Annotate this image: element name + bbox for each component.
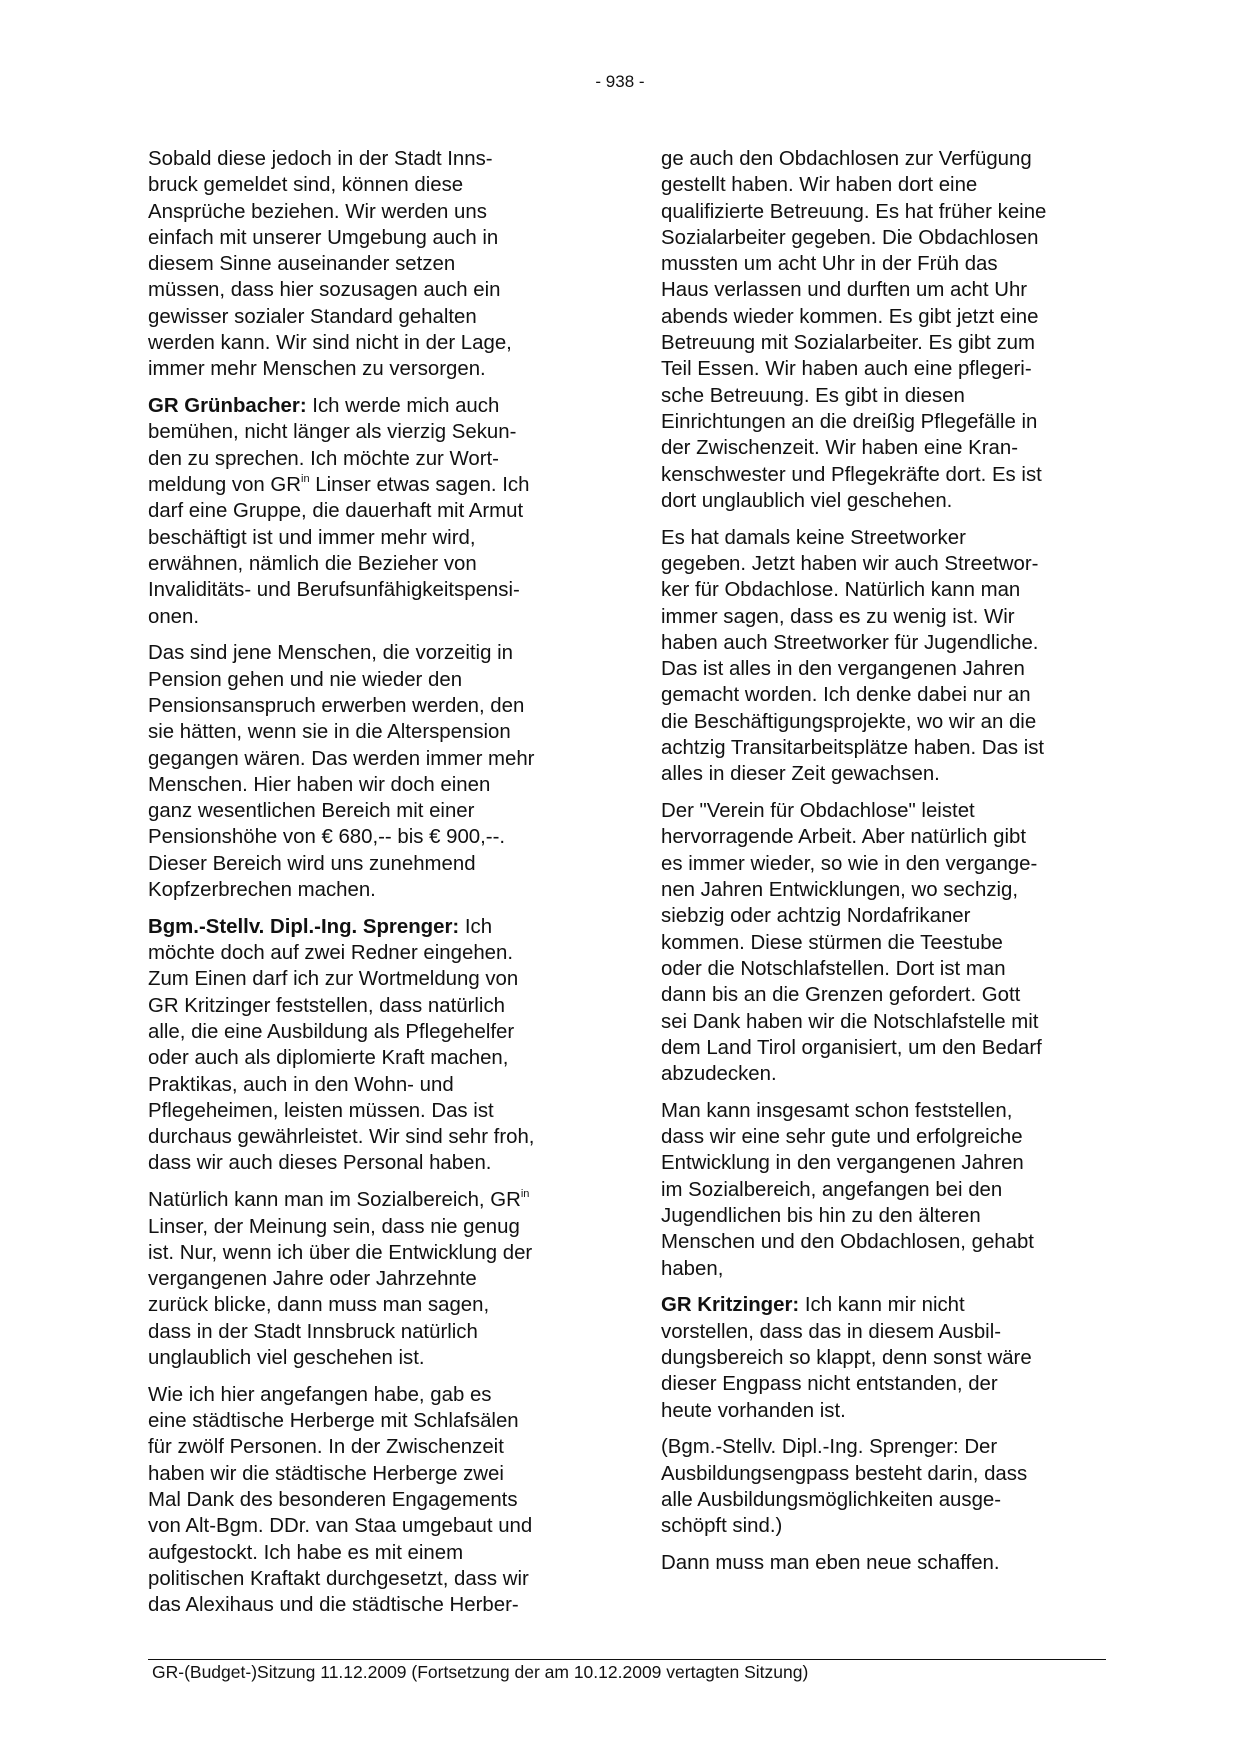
text-segment: Das sind jene Menschen, die vorzeitig in — [148, 642, 513, 665]
text-segment: achtzig Transitarbeitsplätze haben. Das ist — [661, 737, 1045, 760]
text-line — [661, 709, 1113, 735]
paragraph — [661, 525, 1113, 788]
text-line — [148, 146, 596, 172]
text-line — [661, 551, 1113, 577]
text-segment: Zum Einen darf ich zur Wortmeldung von — [148, 968, 519, 991]
text-line — [148, 1072, 596, 1098]
text-line — [661, 824, 1113, 850]
text-line — [661, 251, 1113, 277]
text-line — [661, 1035, 1113, 1061]
text-segment: heute vorhanden ist. — [661, 1399, 846, 1422]
footer-text: GR-(Budget-)Sitzung 11.12.2009 (Fortsetzung der am 10.12.2009 vertagten Sitzung) — [152, 1662, 809, 1682]
text-segment: sche Betreuung. Es gibt in diesen — [661, 384, 965, 407]
text-segment: Ausbildungsengpass besteht darin, dass — [661, 1462, 1028, 1485]
text-segment: Menschen und den Obdachlosen, gehabt — [661, 1231, 1034, 1254]
text-segment: dort unglaublich viel geschehen. — [661, 489, 953, 512]
text-segment: oder die Notschlafstellen. Dort ist man — [661, 957, 1006, 980]
text-segment: Ansprüche beziehen. Wir werden uns — [148, 200, 487, 223]
text-segment: eine städtische Herberge mit Schlafsälen — [148, 1410, 519, 1433]
text-segment: Menschen. Hier haben wir doch einen — [148, 773, 491, 796]
text-line — [148, 772, 596, 798]
paragraph — [148, 1382, 596, 1619]
text-line — [148, 1240, 596, 1266]
text-segment: kommen. Diese stürmen die Teestube — [661, 931, 1003, 954]
text-segment: gestellt haben. Wir haben dort eine — [661, 174, 978, 197]
text-segment: Jugendlichen bis hin zu den älteren — [661, 1205, 981, 1228]
text-segment: bruck gemeldet sind, können diese — [148, 174, 464, 197]
text-line — [661, 1461, 1113, 1487]
text-segment: Haus verlassen und durften um acht Uhr — [661, 279, 1028, 302]
text-line — [148, 851, 596, 877]
text-line — [148, 1214, 596, 1240]
text-segment: dass wir auch dieses Personal haben. — [148, 1152, 492, 1175]
text-line — [148, 1434, 596, 1460]
text-line — [148, 551, 596, 577]
text-line — [661, 1061, 1113, 1087]
text-line — [661, 1371, 1113, 1397]
text-line — [661, 435, 1113, 461]
superscript: in — [520, 1188, 530, 1201]
text-segment: zurück blicke, dann muss man sagen, — [148, 1294, 490, 1317]
text-segment: Mal Dank des besonderen Engagements — [148, 1489, 518, 1512]
text-segment: onen. — [148, 605, 200, 628]
text-line — [661, 1009, 1113, 1035]
text-line — [661, 1292, 1113, 1318]
text-segment: werden kann. Wir sind nicht in der Lage, — [148, 332, 512, 355]
paragraph — [661, 1434, 1113, 1539]
text-segment: Ich — [459, 915, 493, 938]
text-line — [148, 225, 596, 251]
text-segment: siebzig oder achtzig Nordafrikaner — [661, 905, 971, 928]
text-segment: bemühen, nicht länger als vierzig Sekun- — [148, 421, 517, 444]
text-segment: (Bgm.-Stellv. Dipl.-Ing. Sprenger: Der — [661, 1436, 998, 1459]
text-segment: diesem Sinne auseinander setzen — [148, 253, 456, 276]
text-line — [661, 735, 1113, 761]
text-segment: haben, — [661, 1257, 724, 1280]
text-segment: einfach mit unserer Umgebung auch in — [148, 226, 499, 249]
text-line — [661, 982, 1113, 1008]
text-line — [661, 1513, 1113, 1539]
text-line — [661, 630, 1113, 656]
text-line — [661, 383, 1113, 409]
text-segment: hervorragende Arbeit. Aber natürlich gibt — [661, 826, 1026, 849]
footer-divider — [148, 1659, 1106, 1660]
text-line — [148, 1461, 596, 1487]
text-line — [661, 577, 1113, 603]
text-line — [661, 1150, 1113, 1176]
text-line — [661, 1550, 1113, 1576]
text-line — [148, 1319, 596, 1345]
text-segment: nen Jahren Entwicklungen, wo sechzig, — [661, 879, 1019, 902]
text-line — [661, 146, 1113, 172]
text-line — [148, 914, 596, 940]
text-line — [661, 409, 1113, 435]
paragraph — [148, 146, 596, 383]
text-line — [148, 1513, 596, 1539]
text-line — [661, 956, 1113, 982]
text-segment: Linser, der Meinung sein, dass nie genug — [148, 1215, 520, 1238]
text-line — [661, 930, 1113, 956]
text-line — [661, 1124, 1113, 1150]
text-line — [661, 304, 1113, 330]
text-segment: immer mehr Menschen zu versorgen. — [148, 358, 486, 381]
text-segment: aufgestockt. Ich habe es mit einem — [148, 1541, 464, 1564]
text-segment: Pensionsanspruch erwerben werden, den — [148, 694, 525, 717]
text-segment: vorstellen, dass das in diesem Ausbil- — [661, 1320, 1002, 1343]
text-segment: haben auch Streetworker für Jugendliche. — [661, 631, 1039, 654]
speaker-name: GR Kritzinger: — [661, 1294, 800, 1317]
text-segment: das Alexihaus und die städtische Herber- — [148, 1594, 519, 1617]
left-column — [148, 146, 596, 1629]
speaker-name: GR Grünbacher: — [148, 395, 307, 418]
text-segment: ganz wesentlichen Bereich mit einer — [148, 800, 475, 823]
text-line — [148, 824, 596, 850]
text-segment: Man kann insgesamt schon feststellen, — [661, 1099, 1013, 1122]
paragraph — [148, 393, 596, 630]
text-segment: Kopfzerbrechen machen. — [148, 879, 376, 902]
text-segment: Sozialarbeiter gegeben. Die Obdachlosen — [661, 226, 1039, 249]
text-segment: Einrichtungen an die dreißig Pflegefälle in — [661, 410, 1038, 433]
paragraph — [661, 1550, 1113, 1576]
text-line — [661, 851, 1113, 877]
text-line — [661, 172, 1113, 198]
text-line — [661, 1487, 1113, 1513]
text-segment: Dieser Bereich wird uns zunehmend — [148, 852, 476, 875]
text-segment: Es hat damals keine Streetworker — [661, 526, 966, 549]
text-segment: Linser etwas sagen. Ich — [309, 474, 530, 497]
text-segment: im Sozialbereich, angefangen bei den — [661, 1178, 1003, 1201]
text-segment: meldung von GR — [148, 474, 302, 497]
text-line — [148, 1345, 596, 1371]
text-line — [148, 604, 596, 630]
text-line — [661, 1345, 1113, 1371]
text-segment: gewisser sozialer Standard gehalten — [148, 305, 477, 328]
text-segment: haben wir die städtische Herberge zwei — [148, 1462, 504, 1485]
text-segment: gemacht worden. Ich denke dabei nur an — [661, 684, 1031, 707]
speaker-name: Bgm.-Stellv. Dipl.-Ing. Sprenger: — [148, 915, 460, 938]
text-segment: Entwicklung in den vergangenen Jahren — [661, 1152, 1024, 1175]
text-segment: Wie ich hier angefangen habe, gab es — [148, 1383, 492, 1406]
paragraph — [661, 1098, 1113, 1282]
text-line — [148, 1487, 596, 1513]
text-line — [661, 761, 1113, 787]
text-segment: dass wir eine sehr gute und erfolgreiche — [661, 1126, 1023, 1149]
text-line — [148, 577, 596, 603]
text-segment: schöpft sind.) — [661, 1515, 783, 1538]
text-segment: gegangen wären. Das werden immer mehr — [148, 747, 535, 770]
text-segment: beschäftigt ist und immer mehr wird, — [148, 526, 476, 549]
text-line — [661, 798, 1113, 824]
text-line — [661, 1203, 1113, 1229]
text-line — [148, 798, 596, 824]
text-segment: möchte doch auf zwei Redner eingehen. — [148, 942, 514, 965]
text-line — [148, 1540, 596, 1566]
text-segment: dem Land Tirol organisiert, um den Bedarf — [661, 1036, 1042, 1059]
text-segment: ge auch den Obdachlosen zur Verfügung — [661, 148, 1032, 170]
text-line — [148, 1124, 596, 1150]
text-line — [148, 1150, 596, 1176]
text-segment: oder auch als diplomierte Kraft machen, — [148, 1047, 509, 1070]
text-line — [148, 1408, 596, 1434]
text-line — [661, 903, 1113, 929]
text-line — [148, 356, 596, 382]
text-segment: die Beschäftigungsprojekte, wo wir an die — [661, 710, 1037, 733]
text-line — [148, 472, 596, 498]
right-column — [661, 146, 1113, 1587]
text-segment: Das ist alles in den vergangenen Jahren — [661, 658, 1025, 681]
text-line — [661, 1256, 1113, 1282]
text-segment: alles in dieser Zeit gewachsen. — [661, 763, 940, 786]
text-segment: Invaliditäts- und Berufsunfähigkeitspensi- — [148, 579, 520, 602]
text-line — [148, 1592, 596, 1618]
text-line — [661, 525, 1113, 551]
text-line — [661, 1229, 1113, 1255]
paragraph — [148, 914, 596, 1177]
text-line — [661, 1434, 1113, 1460]
text-line — [661, 462, 1113, 488]
text-line — [148, 940, 596, 966]
paragraph — [661, 1292, 1113, 1423]
text-segment: qualifizierte Betreuung. Es hat früher keine — [661, 200, 1047, 223]
text-segment: sei Dank haben wir die Notschlafstelle mit — [661, 1010, 1039, 1033]
text-line — [661, 656, 1113, 682]
text-segment: Pension gehen und nie wieder den — [148, 668, 463, 691]
text-segment: Ich kann mir nicht — [799, 1294, 965, 1317]
text-line — [148, 1292, 596, 1318]
text-line — [148, 330, 596, 356]
text-line — [148, 1266, 596, 1292]
text-line — [148, 393, 596, 419]
text-segment: ist. Nur, wenn ich über die Entwicklung der — [148, 1241, 533, 1264]
text-line — [148, 719, 596, 745]
text-line — [148, 419, 596, 445]
text-segment: alle, die eine Ausbildung als Pflegehelfer — [148, 1021, 515, 1043]
text-line — [148, 1045, 596, 1071]
text-line — [148, 251, 596, 277]
text-segment: kenschwester und Pflegekräfte dort. Es ist — [661, 463, 1042, 486]
text-segment: mussten um acht Uhr in der Früh das — [661, 253, 998, 276]
text-segment: vergangenen Jahre oder Jahrzehnte — [148, 1268, 477, 1291]
text-segment: müssen, dass hier sozusagen auch ein — [148, 279, 501, 302]
text-segment: alle Ausbildungsmöglichkeiten ausge- — [661, 1489, 1002, 1512]
paragraph — [661, 146, 1113, 514]
text-line — [148, 877, 596, 903]
text-line — [148, 498, 596, 524]
text-segment: Dann muss man eben neue schaffen. — [661, 1552, 1000, 1575]
text-line — [661, 1398, 1113, 1424]
text-segment: es immer wieder, so wie in den vergange- — [661, 852, 1038, 875]
text-line — [148, 693, 596, 719]
text-segment: dann bis an die Grenzen gefordert. Gott — [661, 984, 1021, 1007]
text-segment: für zwölf Personen. In der Zwischenzeit — [148, 1436, 504, 1459]
text-line — [148, 746, 596, 772]
text-segment: abzudecken. — [661, 1063, 777, 1086]
text-line — [661, 488, 1113, 514]
text-line — [148, 304, 596, 330]
text-line — [661, 356, 1113, 382]
text-segment: Natürlich kann man im Sozialbereich, GR — [148, 1189, 521, 1212]
text-line — [148, 1187, 596, 1213]
page-number: - 938 - — [595, 72, 645, 91]
text-line — [661, 604, 1113, 630]
text-segment: der Zwischenzeit. Wir haben eine Kran- — [661, 437, 1018, 460]
text-line — [148, 1566, 596, 1592]
text-segment: dieser Engpass nicht entstanden, der — [661, 1373, 998, 1396]
text-segment: abends wieder kommen. Es gibt jetzt eine — [661, 305, 1039, 328]
text-segment: den zu sprechen. Ich möchte zur Wort- — [148, 447, 499, 470]
text-segment: durchaus gewährleistet. Wir sind sehr froh, — [148, 1126, 535, 1149]
text-line — [148, 667, 596, 693]
text-line — [148, 446, 596, 472]
text-line — [661, 1319, 1113, 1345]
text-segment: darf eine Gruppe, die dauerhaft mit Armut — [148, 500, 524, 523]
text-line — [661, 277, 1113, 303]
text-segment: Sobald diese jedoch in der Stadt Inns- — [148, 148, 493, 170]
text-line — [148, 199, 596, 225]
text-segment: sie hätten, wenn sie in die Alterspension — [148, 721, 511, 744]
text-segment: Ich werde mich auch — [306, 395, 500, 418]
text-segment: Teil Essen. Wir haben auch eine pflegeri- — [661, 358, 1032, 381]
text-segment: Der "Verein für Obdachlose" leistet — [661, 800, 975, 823]
text-line — [148, 277, 596, 303]
text-segment: immer sagen, dass es zu wenig ist. Wir — [661, 605, 1015, 628]
superscript: in — [301, 473, 310, 486]
text-segment: politischen Kraftakt durchgesetzt, dass wir — [148, 1567, 529, 1590]
text-line — [148, 966, 596, 992]
paragraph — [148, 1187, 596, 1371]
text-segment: gegeben. Jetzt haben wir auch Streetwor- — [661, 552, 1039, 575]
text-segment: dungsbereich so klappt, denn sonst wäre — [661, 1347, 1032, 1370]
text-segment: Betreuung mit Sozialarbeiter. Es gibt zum — [661, 332, 1036, 355]
text-segment: von Alt-Bgm. DDr. van Staa umgebaut und — [148, 1515, 533, 1538]
text-line — [661, 1098, 1113, 1124]
text-line — [148, 1019, 596, 1045]
text-line — [661, 682, 1113, 708]
text-segment: dass in der Stadt Innsbruck natürlich — [148, 1320, 478, 1343]
text-line — [661, 225, 1113, 251]
text-line — [661, 1177, 1113, 1203]
text-line — [148, 525, 596, 551]
text-segment: ker für Obdachlose. Natürlich kann man — [661, 579, 1021, 602]
text-line — [661, 199, 1113, 225]
text-segment: GR Kritzinger feststellen, dass natürlich — [148, 994, 505, 1017]
text-segment: Pensionshöhe von € 680,-- bis € 900,--. — [148, 826, 506, 849]
text-line — [661, 330, 1113, 356]
text-line — [148, 1382, 596, 1408]
text-line — [661, 877, 1113, 903]
text-line — [148, 640, 596, 666]
text-line — [148, 1098, 596, 1124]
text-segment: Pflegeheimen, leisten müssen. Das ist — [148, 1099, 494, 1122]
text-segment: erwähnen, nämlich die Bezieher von — [148, 552, 477, 575]
text-line — [148, 993, 596, 1019]
text-segment: Praktikas, auch in den Wohn- und — [148, 1073, 454, 1096]
text-line — [148, 172, 596, 198]
paragraph — [148, 640, 596, 903]
paragraph — [661, 798, 1113, 1087]
text-segment: unglaublich viel geschehen ist. — [148, 1347, 425, 1370]
